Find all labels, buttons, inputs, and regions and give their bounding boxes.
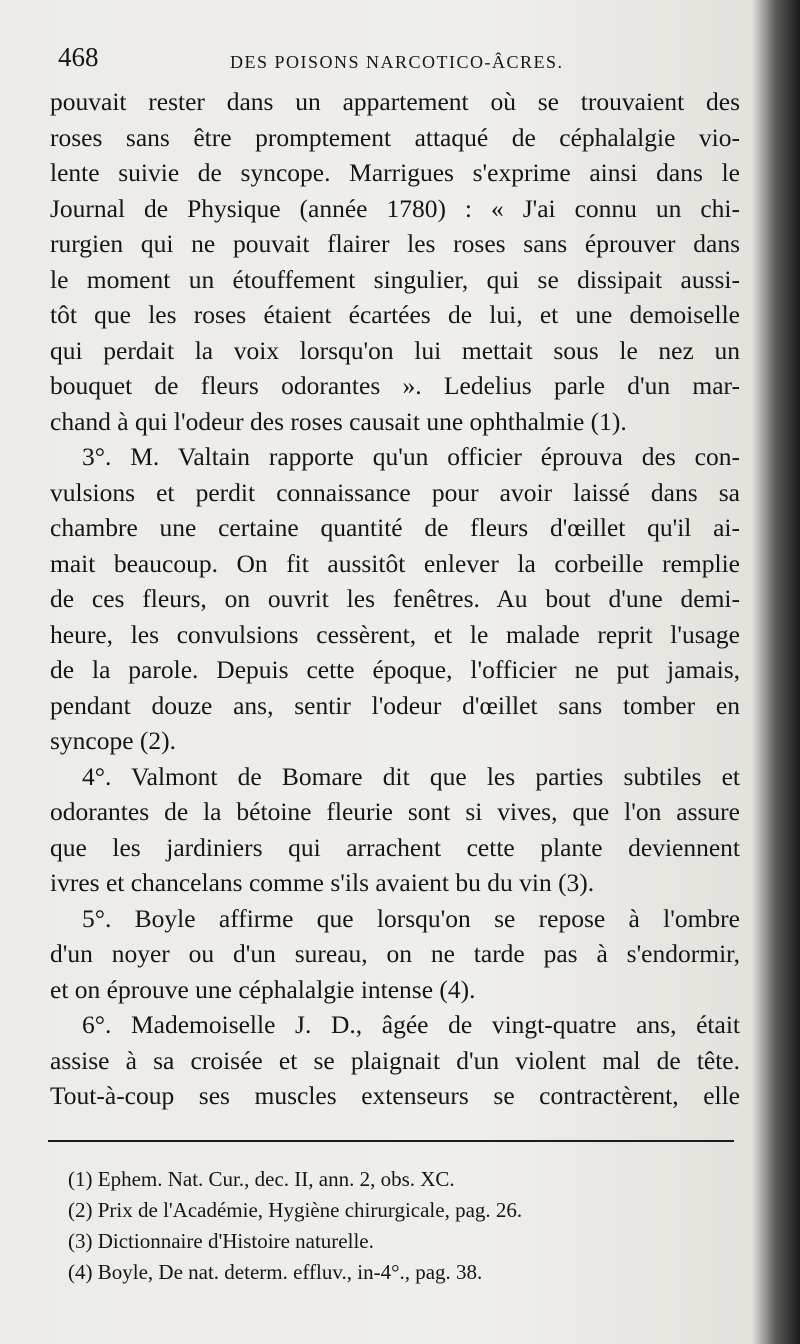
text-line: le moment un étouffement singulier, qui se dissipait aussi- <box>50 264 740 294</box>
text-line: 4°. Valmont de Bomare dit que les parties subtiles et <box>82 761 740 791</box>
text-line: chand à qui l'odeur des roses causait une ophthalmie (1). <box>50 406 627 436</box>
text-line: pendant douze ans, sentir l'odeur d'œillet sans tomber en <box>50 690 740 720</box>
text-line: vulsions et perdit connaissance pour avoir laissé dans sa <box>50 477 740 507</box>
text-line: que les jardiniers qui arrachent cette plante deviennent <box>50 832 740 862</box>
text-line: odorantes de la bétoine fleurie sont si vives, que l'on assure <box>50 797 740 826</box>
text-line: d'un noyer ou d'un sureau, on ne tarde pas à s'endormir, <box>50 939 740 968</box>
text-line: 5°. Boyle affirme que lorsqu'on se repose à l'ombre <box>82 903 740 933</box>
text-line: de ces fleurs, on ouvrit les fenêtres. Au bout d'une demi- <box>50 584 740 613</box>
text-line: heure, les convulsions cessèrent, et le malade reprit l'usage <box>50 619 740 649</box>
footnote: (1) Ephem. Nat. Cur., dec. II, ann. 2, obs. XC. <box>68 1167 455 1191</box>
text-line: chambre une certaine quantité de fleurs d'œillet qu'il ai- <box>50 513 740 542</box>
page-header <box>58 42 748 82</box>
text-line: assise à sa croisée et se plaignait d'un violent mal de tête. <box>50 1045 740 1075</box>
footnote: (4) Boyle, De nat. determ. effluv., in-4°., pag. 38. <box>68 1260 483 1284</box>
text-line: qui perdait la voix lorsqu'on lui mettait sous le nez un <box>50 335 740 365</box>
text-line: mait beaucoup. On fit aussitôt enlever la corbeille remplie <box>50 548 740 578</box>
footnote: (2) Prix de l'Académie, Hygiène chirurgicale, pag. 26. <box>68 1198 523 1222</box>
text-line: Tout-à-coup ses muscles extenseurs se contractèrent, elle <box>50 1081 740 1110</box>
text-line: 3°. M. Valtain rapporte qu'un officier éprouva des con- <box>82 442 740 471</box>
text-line: bouquet de fleurs odorantes ». Ledelius parle d'un mar- <box>50 371 740 400</box>
footnotes <box>68 1164 728 1288</box>
page-number: 468 <box>58 42 99 72</box>
text-line: tôt que les roses étaient écartées de lui, et une demoiselle <box>50 300 740 329</box>
body-text <box>50 84 740 1114</box>
text-line: rurgien qui ne pouvait flairer les roses sans éprouver dans <box>50 229 740 258</box>
text-line: ivres et chancelans comme s'ils avaient bu du vin (3). <box>50 868 595 897</box>
running-title: DES POISONS NARCOTICO-ÂCRES. <box>230 52 564 72</box>
footnote-divider <box>48 1140 734 1142</box>
text-line: 6°. Mademoiselle J. D., âgée de vingt-quatre ans, était <box>82 1010 740 1039</box>
text-line: syncope (2). <box>50 726 177 755</box>
text-line: Journal de Physique (année 1780) : « J'ai connu un chi- <box>50 193 740 223</box>
text-line: lente suivie de syncope. Marrigues s'exprime ainsi dans le <box>50 158 740 187</box>
footnote: (3) Dictionnaire d'Histoire naturelle. <box>68 1229 374 1253</box>
text-line: roses sans être promptement attaqué de céphalalgie vio- <box>50 122 740 152</box>
text-line: pouvait rester dans un appartement où se trouvaient des <box>50 87 740 116</box>
text-line: et on éprouve une céphalalgie intense (4). <box>50 974 476 1004</box>
text-line: de la parole. Depuis cette époque, l'officier ne put jamais, <box>50 655 740 684</box>
